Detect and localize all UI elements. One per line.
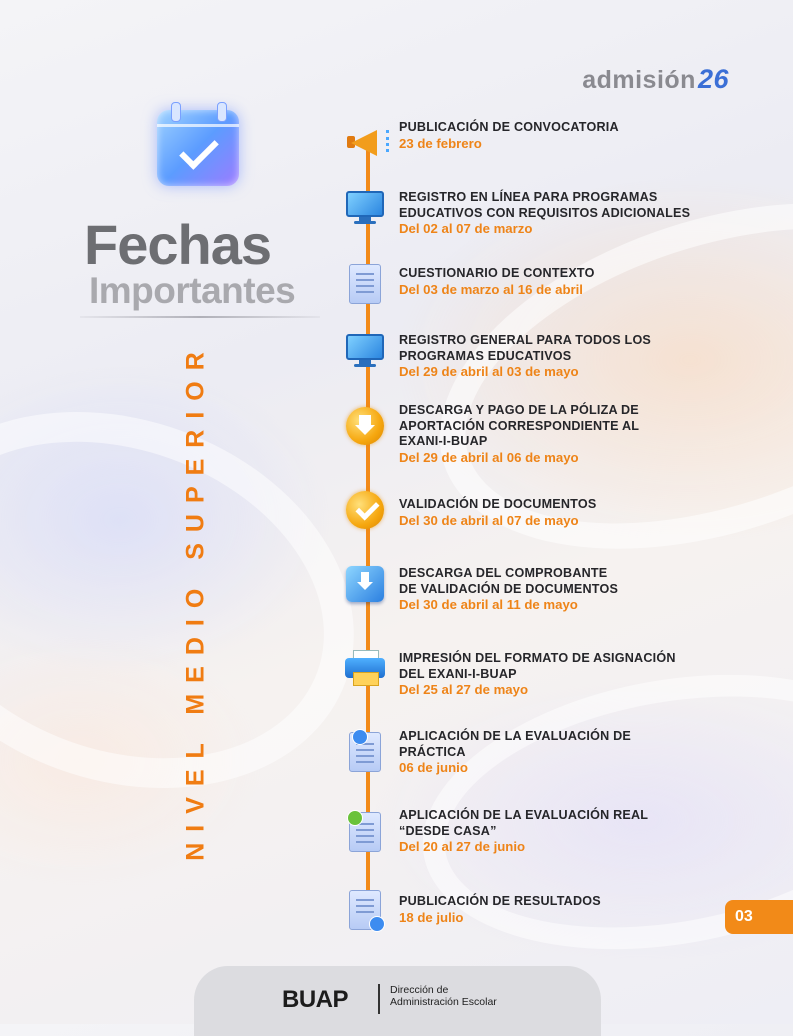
monitor-icon [343, 329, 387, 373]
department-line2: Administración Escolar [390, 996, 497, 1008]
footer-divider [378, 984, 380, 1014]
page-title: Fechas [84, 213, 271, 276]
monitor-icon [343, 186, 387, 230]
admision-word: admisión [582, 66, 696, 94]
check-circle-icon [343, 488, 387, 532]
megaphone-icon [343, 120, 387, 164]
event-title: APLICACIÓN DE LA EVALUACIÓN DE PRÁCTICA [399, 729, 631, 759]
results-document-icon [343, 888, 387, 932]
admision-logo [582, 64, 729, 95]
event-date: Del 25 al 27 de mayo [399, 682, 529, 697]
admision-year: 26 [697, 64, 729, 94]
event-date: Del 02 al 07 de marzo [399, 221, 533, 236]
checklist-icon [343, 730, 387, 774]
title-divider [80, 316, 320, 318]
printer-icon [343, 646, 387, 690]
document-icon [343, 262, 387, 306]
page-subtitle: Importantes [89, 270, 296, 311]
event-title: PUBLICACIÓN DE CONVOCATORIA [399, 120, 619, 134]
event-title: VALIDACIÓN DE DOCUMENTOS [399, 497, 597, 511]
event-date: Del 30 de abril al 11 de mayo [399, 597, 578, 612]
event-title: CUESTIONARIO DE CONTEXTO [399, 266, 595, 280]
event-date: Del 03 de marzo al 16 de abril [399, 281, 583, 297]
event-title: REGISTRO EN LÍNEA PARA PROGRAMAS EDUCATIVOS CON REQUISITOS ADICIONALES [399, 190, 691, 220]
event-date: Del 29 de abril al 06 de mayo [399, 449, 579, 465]
event-title: PUBLICACIÓN DE RESULTADOS [399, 894, 601, 908]
event-title: DESCARGA Y PAGO DE LA PÓLIZA DE APORTACIÓN CORRESPONDIENTE AL EXANI-I-BUAP [399, 403, 640, 448]
department-name [390, 984, 497, 1008]
checklist-green-icon [343, 810, 387, 854]
event-date: 06 de junio [399, 760, 468, 775]
event-title: REGISTRO GENERAL PARA TODOS LOS PROGRAMAS EDUCATIVOS [399, 333, 652, 363]
event-date: Del 30 de abril al 07 de mayo [399, 512, 579, 528]
page-number: 03 [725, 900, 793, 934]
event-title: APLICACIÓN DE LA EVALUACIÓN REAL “DESDE CASA” [399, 808, 649, 838]
calendar-icon [157, 110, 239, 186]
department-line1: Dirección de [390, 984, 449, 996]
event-title: DESCARGA DEL COMPROBANTE DE VALIDACIÓN DE DOCUMENTOS [399, 566, 619, 596]
event-date: Del 20 al 27 de junio [399, 839, 526, 854]
download-circle-icon [343, 404, 387, 448]
event-date: Del 29 de abril al 03 de mayo [399, 364, 579, 379]
level-label: NIVEL MEDIO SUPERIOR [181, 341, 210, 861]
footer [194, 966, 601, 1036]
event-date: 23 de febrero [399, 135, 482, 151]
event-date: 18 de julio [399, 909, 464, 925]
event-title: IMPRESIÓN DEL FORMATO DE ASIGNACIÓN DEL EXANI-I-BUAP [399, 651, 676, 681]
download-box-icon [343, 562, 387, 606]
institution-logo: BUAP [282, 986, 349, 1013]
